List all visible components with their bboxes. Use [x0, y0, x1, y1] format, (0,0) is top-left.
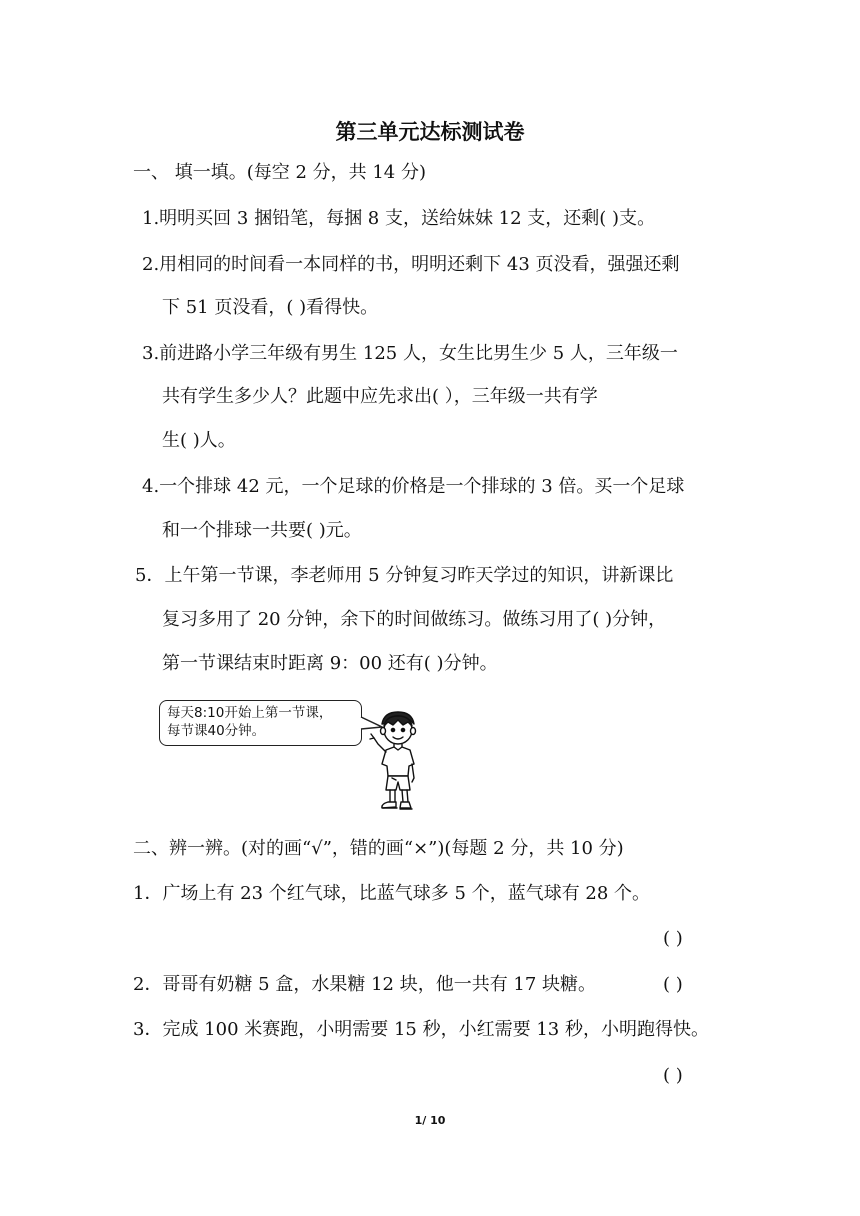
section2-heading: 二、辨一辨。(对的画“√”，错的画“×”)(每题 2 分，共 10 分): [133, 838, 624, 859]
answer-bracket-2-1[interactable]: ( ): [663, 928, 683, 949]
answer-bracket-2-3[interactable]: ( ): [663, 1065, 683, 1086]
page-title: 第三单元达标测试卷: [335, 120, 525, 144]
question-2-3: 3．完成 100 米赛跑，小明需要 15 秒，小红需要 13 秒，小明跑得快。: [133, 1019, 709, 1040]
question-1-3-line2: 共有学生多少人？此题中应先求出( ），三年级一共有学: [162, 386, 598, 407]
question-1-5-line1: 5．上午第一节课，李老师用 5 分钟复习昨天学过的知识，讲新课比: [135, 565, 674, 586]
question-1-1: 1.明明买回 3 捆铅笔，每捆 8 支，送给妹妹 12 支，还剩( )支。: [142, 208, 656, 229]
question-1-2-line2: 下 51 页没看，( )看得快。: [162, 297, 379, 318]
speech-bubble: [159, 700, 362, 746]
question-1-3-line3: 生( )人。: [162, 430, 236, 451]
bubble-line-1: 每天8:10开始上第一节课，: [167, 705, 333, 721]
section1-heading: 一、 填一填。(每空 2 分，共 14 分): [133, 162, 427, 183]
question-1-5-line2: 复习多用了 20 分钟，余下的时间做练习。做练习用了( )分钟，: [162, 609, 667, 630]
question-1-3-line1: 3.前进路小学三年级有男生 125 人，女生比男生少 5 人，三年级一: [142, 343, 678, 364]
boy-illustration-icon: [366, 708, 430, 814]
question-1-4-line2: 和一个排球一共要( )元。: [162, 520, 362, 541]
question-2-2: 2．哥哥有奶糖 5 盒，水果糖 12 块，他一共有 17 块糖。: [133, 974, 597, 995]
page-number: 1/ 10: [414, 1114, 446, 1127]
question-2-1: 1．广场上有 23 个红气球，比蓝气球多 5 个，蓝气球有 28 个。: [133, 883, 651, 904]
answer-bracket-2-2[interactable]: ( ): [663, 974, 683, 995]
question-1-2-line1: 2.用相同的时间看一本同样的书，明明还剩下 43 页没看，强强还剩: [142, 254, 680, 275]
bubble-line-2: 每节课40分钟。: [167, 723, 266, 739]
question-1-4-line1: 4.一个排球 42 元，一个足球的价格是一个排球的 3 倍。买一个足球: [142, 476, 685, 497]
question-1-5-line3: 第一节课结束时距离 9：00 还有( )分钟。: [162, 653, 498, 674]
